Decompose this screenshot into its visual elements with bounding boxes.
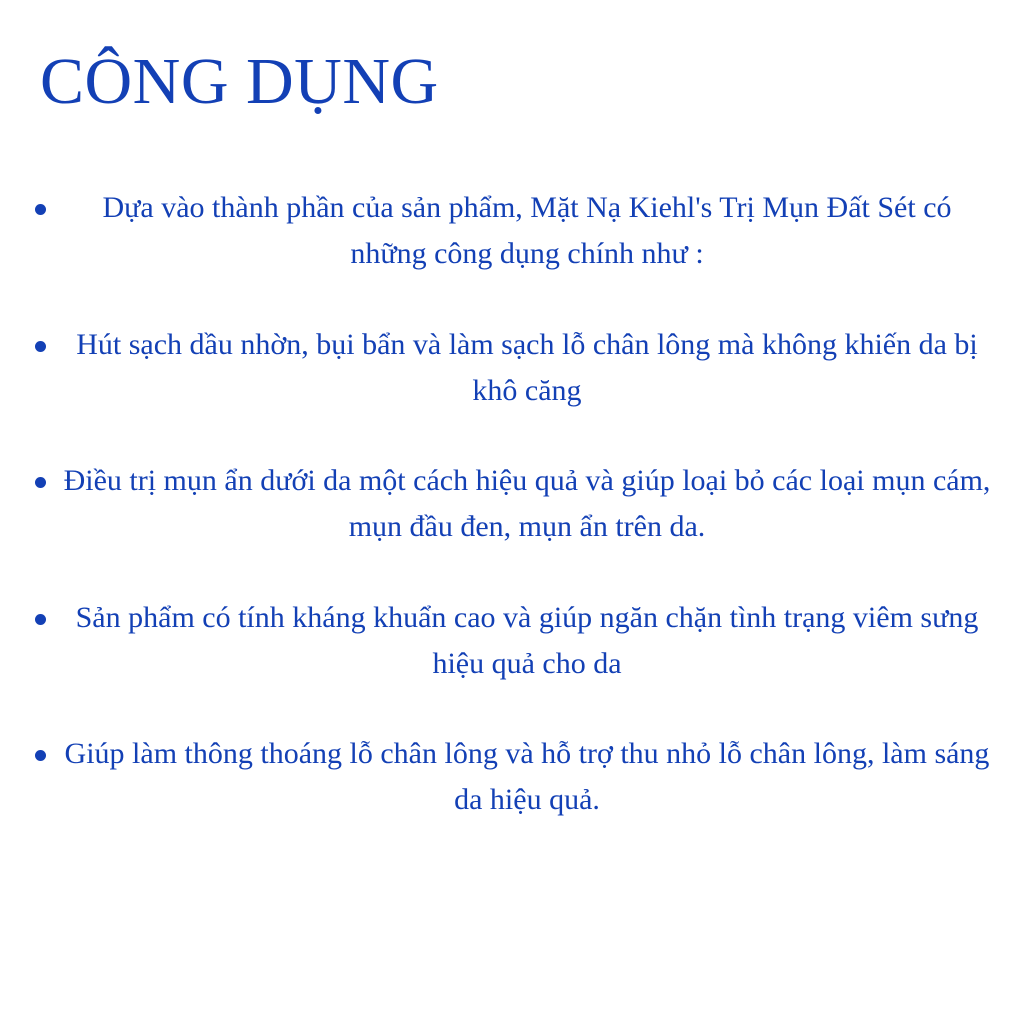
list-item [0, 185, 1024, 322]
list-item [0, 322, 1024, 459]
list-item-text: Giúp làm thông thoáng lỗ chân lông và hỗ trợ thu nhỏ lỗ chân lông, làm sáng da hiệu quả. [64, 737, 990, 816]
list-item-text: Dựa vào thành phần của sản phẩm, Mặt Nạ Kiehl's Trị Mụn Đất Sét có những công dụng chính như : [102, 191, 952, 270]
benefits-list [0, 185, 1024, 868]
bullet-icon [35, 750, 46, 761]
list-item [0, 458, 1024, 595]
list-item-text: Hút sạch dầu nhờn, bụi bẩn và làm sạch lỗ chân lông mà không khiến da bị khô căng [76, 327, 978, 407]
list-item [0, 595, 1024, 732]
list-item-text: Sản phẩm có tính kháng khuẩn cao và giúp ngăn chặn tình trạng viêm sưng hiệu quả cho da [75, 600, 979, 680]
list-item-text: Điều trị mụn ẩn dưới da một cách hiệu quả và giúp loại bỏ các loại mụn cám, mụn đầu đen, mụn ẩn trên da. [63, 464, 991, 543]
bullet-icon [35, 614, 46, 625]
list-item [0, 731, 1024, 868]
bullet-icon [35, 477, 46, 488]
bullet-icon [35, 341, 46, 352]
page-title: CÔNG DỤNG [40, 45, 439, 118]
bullet-icon [35, 204, 46, 215]
